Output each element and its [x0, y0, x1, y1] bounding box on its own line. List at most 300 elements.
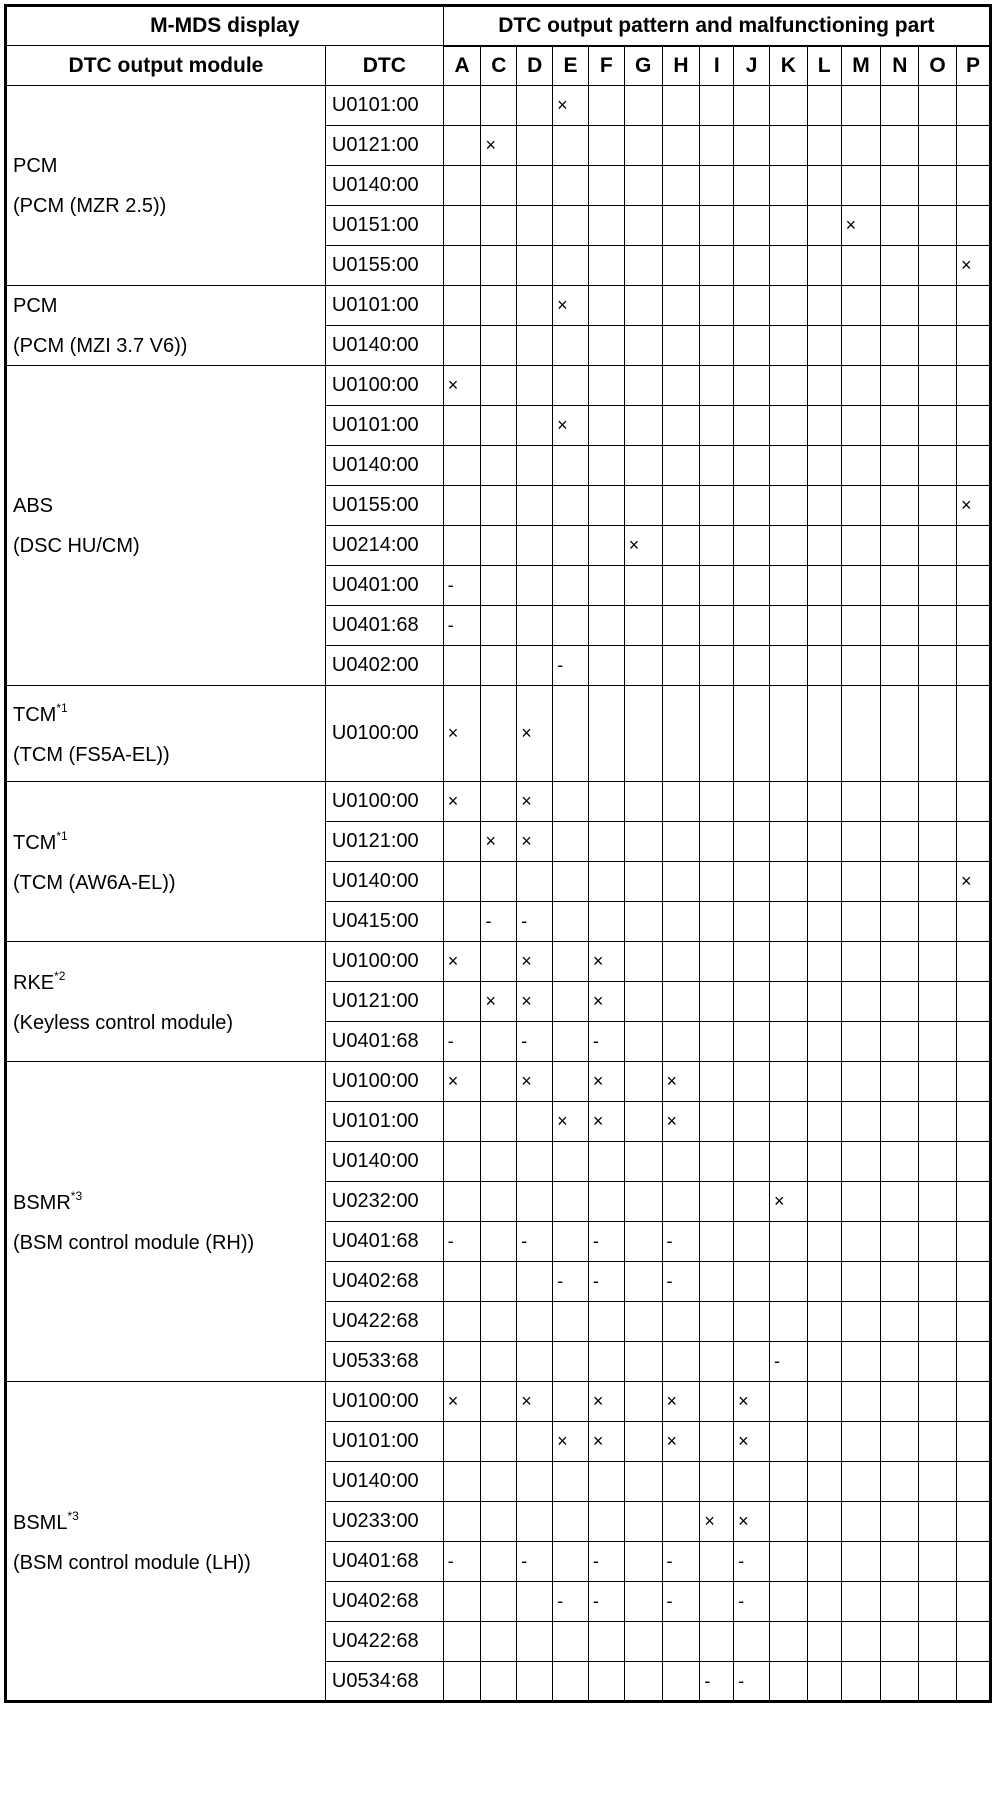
pattern-cell-p: [957, 902, 991, 942]
dtc-code-cell: U0401:68: [325, 1022, 443, 1062]
pattern-cell-c: [481, 206, 517, 246]
pattern-column-header-k: K: [769, 46, 807, 86]
pattern-cell-o: [919, 1502, 957, 1542]
pattern-cell-l: [807, 1262, 841, 1302]
pattern-cell-k: ×: [769, 1182, 807, 1222]
pattern-cell-a: [443, 1302, 481, 1342]
pattern-cell-h: [662, 942, 700, 982]
pattern-cell-c: [481, 942, 517, 982]
pattern-cell-h: [662, 822, 700, 862]
pattern-cell-o: [919, 982, 957, 1022]
pattern-cell-k: [769, 486, 807, 526]
pattern-cell-e: [553, 1622, 589, 1662]
dtc-table-body: [6, 86, 991, 1702]
pattern-cell-l: [807, 366, 841, 406]
pattern-column-header-m: M: [841, 46, 881, 86]
pattern-cell-l: [807, 1582, 841, 1622]
pattern-cell-o: [919, 526, 957, 566]
pattern-cell-i: [700, 1542, 734, 1582]
pattern-cell-m: [841, 1342, 881, 1382]
pattern-cell-i: [700, 862, 734, 902]
pattern-cell-o: [919, 822, 957, 862]
pattern-cell-g: ×: [624, 526, 662, 566]
pattern-cell-h: [662, 206, 700, 246]
pattern-cell-o: [919, 862, 957, 902]
pattern-cell-l: [807, 86, 841, 126]
pattern-column-header-g: G: [624, 46, 662, 86]
pattern-cell-a: [443, 862, 481, 902]
pattern-cell-p: [957, 206, 991, 246]
pattern-cell-c: [481, 326, 517, 366]
pattern-cell-l: [807, 1062, 841, 1102]
pattern-cell-e: [553, 166, 589, 206]
pattern-cell-i: [700, 166, 734, 206]
module-cell: [6, 1382, 326, 1702]
pattern-cell-k: [769, 982, 807, 1022]
pattern-cell-e: [553, 326, 589, 366]
pattern-cell-e: ×: [553, 406, 589, 446]
pattern-cell-c: [481, 782, 517, 822]
pattern-cell-h: -: [662, 1582, 700, 1622]
pattern-cell-e: -: [553, 1582, 589, 1622]
dtc-code-cell: U0422:68: [325, 1302, 443, 1342]
pattern-cell-m: [841, 286, 881, 326]
pattern-cell-i: [700, 982, 734, 1022]
pattern-column-header-i: I: [700, 46, 734, 86]
pattern-cell-n: [881, 1222, 919, 1262]
pattern-cell-g: [624, 126, 662, 166]
pattern-cell-a: [443, 166, 481, 206]
pattern-cell-h: [662, 1142, 700, 1182]
pattern-cell-i: [700, 126, 734, 166]
pattern-cell-e: [553, 686, 589, 782]
pattern-cell-d: [517, 206, 553, 246]
mmds-display-header: M-MDS display: [6, 6, 444, 46]
pattern-cell-f: ×: [588, 1102, 624, 1142]
pattern-cell-a: [443, 822, 481, 862]
pattern-cell-m: [841, 982, 881, 1022]
pattern-cell-l: [807, 446, 841, 486]
module-description: (Keyless control module): [13, 1012, 234, 1034]
pattern-cell-h: [662, 1502, 700, 1542]
pattern-cell-n: [881, 1142, 919, 1182]
pattern-column-header-o: O: [919, 46, 957, 86]
pattern-cell-a: [443, 486, 481, 526]
pattern-cell-k: [769, 1142, 807, 1182]
pattern-cell-g: [624, 246, 662, 286]
pattern-cell-d: [517, 1142, 553, 1182]
pattern-cell-d: [517, 1302, 553, 1342]
pattern-cell-e: [553, 782, 589, 822]
pattern-cell-n: [881, 326, 919, 366]
pattern-cell-p: [957, 1342, 991, 1382]
pattern-cell-p: [957, 1102, 991, 1142]
pattern-cell-p: [957, 942, 991, 982]
footnote-marker: *1: [56, 701, 68, 715]
pattern-cell-d: [517, 1182, 553, 1222]
pattern-cell-f: [588, 406, 624, 446]
pattern-cell-p: [957, 1302, 991, 1342]
pattern-cell-a: [443, 1582, 481, 1622]
pattern-cell-j: [734, 982, 770, 1022]
pattern-cell-l: [807, 1182, 841, 1222]
pattern-cell-n: [881, 166, 919, 206]
pattern-cell-l: [807, 486, 841, 526]
header-row-columns: [6, 46, 991, 86]
pattern-cell-c: [481, 1502, 517, 1542]
dtc-code-cell: U0100:00: [325, 1382, 443, 1422]
pattern-column-header-d: D: [517, 46, 553, 86]
pattern-cell-a: [443, 1502, 481, 1542]
pattern-cell-m: [841, 126, 881, 166]
pattern-cell-k: [769, 1622, 807, 1662]
pattern-cell-l: [807, 902, 841, 942]
pattern-cell-o: [919, 246, 957, 286]
dtc-code-cell: U0140:00: [325, 862, 443, 902]
pattern-cell-g: [624, 1422, 662, 1462]
pattern-cell-h: [662, 126, 700, 166]
pattern-cell-g: [624, 1062, 662, 1102]
pattern-cell-o: [919, 1222, 957, 1262]
pattern-cell-o: [919, 126, 957, 166]
pattern-cell-g: [624, 86, 662, 126]
pattern-cell-g: [624, 486, 662, 526]
pattern-cell-i: [700, 606, 734, 646]
pattern-cell-p: [957, 406, 991, 446]
pattern-cell-c: [481, 1662, 517, 1702]
pattern-cell-m: [841, 1582, 881, 1622]
pattern-cell-c: [481, 446, 517, 486]
pattern-cell-i: [700, 246, 734, 286]
pattern-cell-f: [588, 902, 624, 942]
pattern-cell-n: [881, 246, 919, 286]
dtc-code-cell: U0101:00: [325, 1102, 443, 1142]
pattern-cell-e: [553, 1302, 589, 1342]
pattern-cell-c: [481, 1182, 517, 1222]
pattern-cell-f: [588, 782, 624, 822]
pattern-cell-m: [841, 1302, 881, 1342]
pattern-cell-h: [662, 366, 700, 406]
pattern-cell-n: [881, 1102, 919, 1142]
pattern-cell-i: [700, 1462, 734, 1502]
pattern-cell-i: [700, 406, 734, 446]
pattern-cell-k: [769, 366, 807, 406]
pattern-cell-l: [807, 1462, 841, 1502]
pattern-cell-p: [957, 526, 991, 566]
pattern-cell-l: [807, 166, 841, 206]
pattern-cell-o: [919, 1022, 957, 1062]
pattern-cell-l: [807, 1542, 841, 1582]
pattern-cell-m: [841, 486, 881, 526]
pattern-cell-d: [517, 446, 553, 486]
pattern-cell-j: [734, 126, 770, 166]
pattern-cell-o: [919, 1302, 957, 1342]
pattern-cell-d: -: [517, 902, 553, 942]
pattern-cell-c: ×: [481, 126, 517, 166]
pattern-cell-j: [734, 1342, 770, 1382]
pattern-cell-a: [443, 1262, 481, 1302]
pattern-cell-f: [588, 166, 624, 206]
pattern-cell-j: [734, 1262, 770, 1302]
pattern-cell-e: [553, 1462, 589, 1502]
pattern-cell-l: [807, 206, 841, 246]
table-row: [6, 86, 991, 126]
pattern-cell-m: [841, 1102, 881, 1142]
pattern-cell-c: [481, 1382, 517, 1422]
pattern-cell-m: [841, 326, 881, 366]
pattern-cell-e: [553, 1062, 589, 1102]
pattern-cell-f: ×: [588, 1422, 624, 1462]
pattern-cell-g: [624, 1662, 662, 1702]
pattern-cell-g: [624, 206, 662, 246]
pattern-cell-p: [957, 1022, 991, 1062]
pattern-cell-n: [881, 646, 919, 686]
pattern-cell-d: ×: [517, 982, 553, 1022]
pattern-cell-i: ×: [700, 1502, 734, 1542]
pattern-cell-i: [700, 1142, 734, 1182]
pattern-cell-n: [881, 366, 919, 406]
table-row: [6, 1382, 991, 1422]
pattern-cell-k: [769, 1262, 807, 1302]
pattern-cell-o: [919, 566, 957, 606]
pattern-cell-f: [588, 1502, 624, 1542]
pattern-cell-f: [588, 1622, 624, 1662]
pattern-cell-d: [517, 366, 553, 406]
pattern-cell-f: [588, 1662, 624, 1702]
pattern-cell-c: [481, 646, 517, 686]
pattern-cell-i: [700, 1422, 734, 1462]
pattern-cell-c: [481, 366, 517, 406]
pattern-cell-l: [807, 326, 841, 366]
pattern-cell-g: [624, 1382, 662, 1422]
dtc-code-cell: U0155:00: [325, 246, 443, 286]
module-description: (TCM (AW6A-EL)): [13, 872, 176, 894]
pattern-cell-m: [841, 1422, 881, 1462]
dtc-code-cell: U0100:00: [325, 1062, 443, 1102]
pattern-cell-g: [624, 286, 662, 326]
pattern-cell-j: [734, 686, 770, 782]
pattern-cell-a: ×: [443, 782, 481, 822]
pattern-cell-k: [769, 1662, 807, 1702]
pattern-cell-m: [841, 902, 881, 942]
pattern-cell-h: [662, 862, 700, 902]
pattern-cell-e: [553, 1382, 589, 1422]
pattern-cell-j: ×: [734, 1382, 770, 1422]
pattern-cell-p: [957, 366, 991, 406]
pattern-cell-d: [517, 1262, 553, 1302]
pattern-cell-a: [443, 646, 481, 686]
table-row: [6, 942, 991, 982]
pattern-cell-d: [517, 1662, 553, 1702]
pattern-cell-n: [881, 1622, 919, 1662]
pattern-cell-f: [588, 366, 624, 406]
pattern-cell-c: [481, 406, 517, 446]
pattern-cell-a: [443, 446, 481, 486]
footnote-marker: *3: [70, 1189, 83, 1203]
pattern-cell-m: [841, 1622, 881, 1662]
pattern-cell-o: [919, 1182, 957, 1222]
pattern-cell-h: [662, 1022, 700, 1062]
pattern-cell-k: [769, 822, 807, 862]
pattern-cell-f: [588, 1342, 624, 1382]
dtc-code-cell: U0101:00: [325, 1422, 443, 1462]
module-description: (BSM control module (RH)): [13, 1232, 255, 1254]
pattern-cell-d: ×: [517, 1062, 553, 1102]
pattern-cell-o: [919, 942, 957, 982]
pattern-cell-n: [881, 526, 919, 566]
pattern-cell-k: [769, 1582, 807, 1622]
pattern-cell-f: [588, 446, 624, 486]
pattern-cell-k: [769, 1502, 807, 1542]
pattern-cell-a: [443, 406, 481, 446]
pattern-cell-m: [841, 166, 881, 206]
pattern-cell-h: ×: [662, 1102, 700, 1142]
dtc-code-cell: U0140:00: [325, 1142, 443, 1182]
pattern-cell-i: [700, 902, 734, 942]
pattern-cell-n: [881, 446, 919, 486]
pattern-cell-a: [443, 1622, 481, 1662]
table-row: [6, 782, 991, 822]
pattern-cell-l: [807, 1502, 841, 1542]
pattern-cell-n: [881, 606, 919, 646]
pattern-cell-p: [957, 982, 991, 1022]
dtc-code-cell: U0233:00: [325, 1502, 443, 1542]
pattern-cell-h: [662, 1302, 700, 1342]
pattern-cell-f: [588, 1142, 624, 1182]
pattern-cell-j: [734, 782, 770, 822]
pattern-cell-a: [443, 246, 481, 286]
pattern-cell-f: [588, 566, 624, 606]
pattern-cell-l: [807, 822, 841, 862]
pattern-cell-k: -: [769, 1342, 807, 1382]
pattern-cell-c: [481, 1342, 517, 1382]
pattern-cell-h: [662, 86, 700, 126]
pattern-cell-c: [481, 1262, 517, 1302]
dtc-code-cell: U0140:00: [325, 1462, 443, 1502]
pattern-cell-d: -: [517, 1542, 553, 1582]
pattern-cell-j: [734, 166, 770, 206]
pattern-cell-i: [700, 1102, 734, 1142]
pattern-cell-k: [769, 646, 807, 686]
pattern-cell-f: [588, 246, 624, 286]
pattern-cell-p: [957, 86, 991, 126]
pattern-cell-a: [443, 1182, 481, 1222]
pattern-cell-i: [700, 1342, 734, 1382]
pattern-cell-i: [700, 1062, 734, 1102]
pattern-cell-a: [443, 126, 481, 166]
pattern-cell-o: [919, 1622, 957, 1662]
pattern-cell-k: [769, 126, 807, 166]
pattern-cell-e: [553, 1142, 589, 1182]
pattern-cell-e: [553, 606, 589, 646]
pattern-cell-i: [700, 446, 734, 486]
pattern-cell-o: [919, 486, 957, 526]
pattern-cell-m: [841, 1382, 881, 1422]
pattern-cell-n: [881, 1462, 919, 1502]
pattern-cell-k: [769, 1542, 807, 1582]
pattern-cell-j: [734, 822, 770, 862]
pattern-cell-e: [553, 246, 589, 286]
pattern-cell-c: [481, 1582, 517, 1622]
footnote-marker: *3: [67, 1508, 79, 1523]
pattern-cell-f: ×: [588, 942, 624, 982]
dtc-code-cell: U0155:00: [325, 486, 443, 526]
pattern-cell-i: [700, 486, 734, 526]
pattern-cell-l: [807, 1422, 841, 1462]
pattern-cell-c: [481, 1222, 517, 1262]
pattern-cell-a: ×: [443, 686, 481, 782]
pattern-cell-l: [807, 646, 841, 686]
dtc-code-cell: U0100:00: [325, 782, 443, 822]
pattern-cell-d: [517, 1422, 553, 1462]
pattern-cell-g: [624, 1142, 662, 1182]
pattern-cell-p: [957, 326, 991, 366]
pattern-cell-g: [624, 566, 662, 606]
dtc-code-cell: U0534:68: [325, 1662, 443, 1702]
pattern-cell-e: -: [553, 646, 589, 686]
pattern-cell-k: [769, 526, 807, 566]
pattern-cell-f: [588, 606, 624, 646]
pattern-cell-j: [734, 526, 770, 566]
pattern-cell-f: [588, 286, 624, 326]
pattern-cell-n: [881, 1382, 919, 1422]
pattern-cell-m: [841, 822, 881, 862]
pattern-cell-h: [662, 686, 700, 782]
pattern-cell-i: [700, 206, 734, 246]
pattern-cell-c: [481, 686, 517, 782]
pattern-cell-h: -: [662, 1542, 700, 1582]
pattern-cell-f: [588, 646, 624, 686]
pattern-cell-g: [624, 1302, 662, 1342]
pattern-column-header-f: F: [588, 46, 624, 86]
pattern-cell-a: [443, 1662, 481, 1702]
pattern-cell-j: [734, 606, 770, 646]
dtc-code-cell: U0140:00: [325, 326, 443, 366]
pattern-cell-d: -: [517, 1222, 553, 1262]
pattern-cell-k: [769, 862, 807, 902]
pattern-cell-m: [841, 1062, 881, 1102]
pattern-cell-l: [807, 1302, 841, 1342]
pattern-cell-l: [807, 942, 841, 982]
pattern-cell-c: -: [481, 902, 517, 942]
pattern-cell-o: [919, 366, 957, 406]
pattern-cell-d: [517, 86, 553, 126]
pattern-cell-h: [662, 782, 700, 822]
pattern-cell-n: [881, 86, 919, 126]
pattern-cell-c: [481, 86, 517, 126]
pattern-cell-k: [769, 1062, 807, 1102]
pattern-cell-c: [481, 1062, 517, 1102]
pattern-cell-o: [919, 1382, 957, 1422]
pattern-cell-o: [919, 166, 957, 206]
pattern-cell-p: [957, 646, 991, 686]
dtc-code-cell: U0121:00: [325, 822, 443, 862]
pattern-cell-l: [807, 862, 841, 902]
pattern-cell-k: [769, 1022, 807, 1062]
pattern-cell-a: -: [443, 1542, 481, 1582]
module-cell: [6, 686, 326, 782]
dtc-code-cell: U0140:00: [325, 446, 443, 486]
pattern-cell-g: [624, 606, 662, 646]
module-cell: [6, 1062, 326, 1382]
pattern-cell-m: [841, 1022, 881, 1062]
pattern-cell-g: [624, 862, 662, 902]
pattern-cell-k: [769, 566, 807, 606]
pattern-title-header: DTC output pattern and malfunctioning part: [443, 6, 990, 46]
dtc-code-cell: U0214:00: [325, 526, 443, 566]
pattern-cell-m: [841, 1222, 881, 1262]
pattern-cell-n: [881, 862, 919, 902]
